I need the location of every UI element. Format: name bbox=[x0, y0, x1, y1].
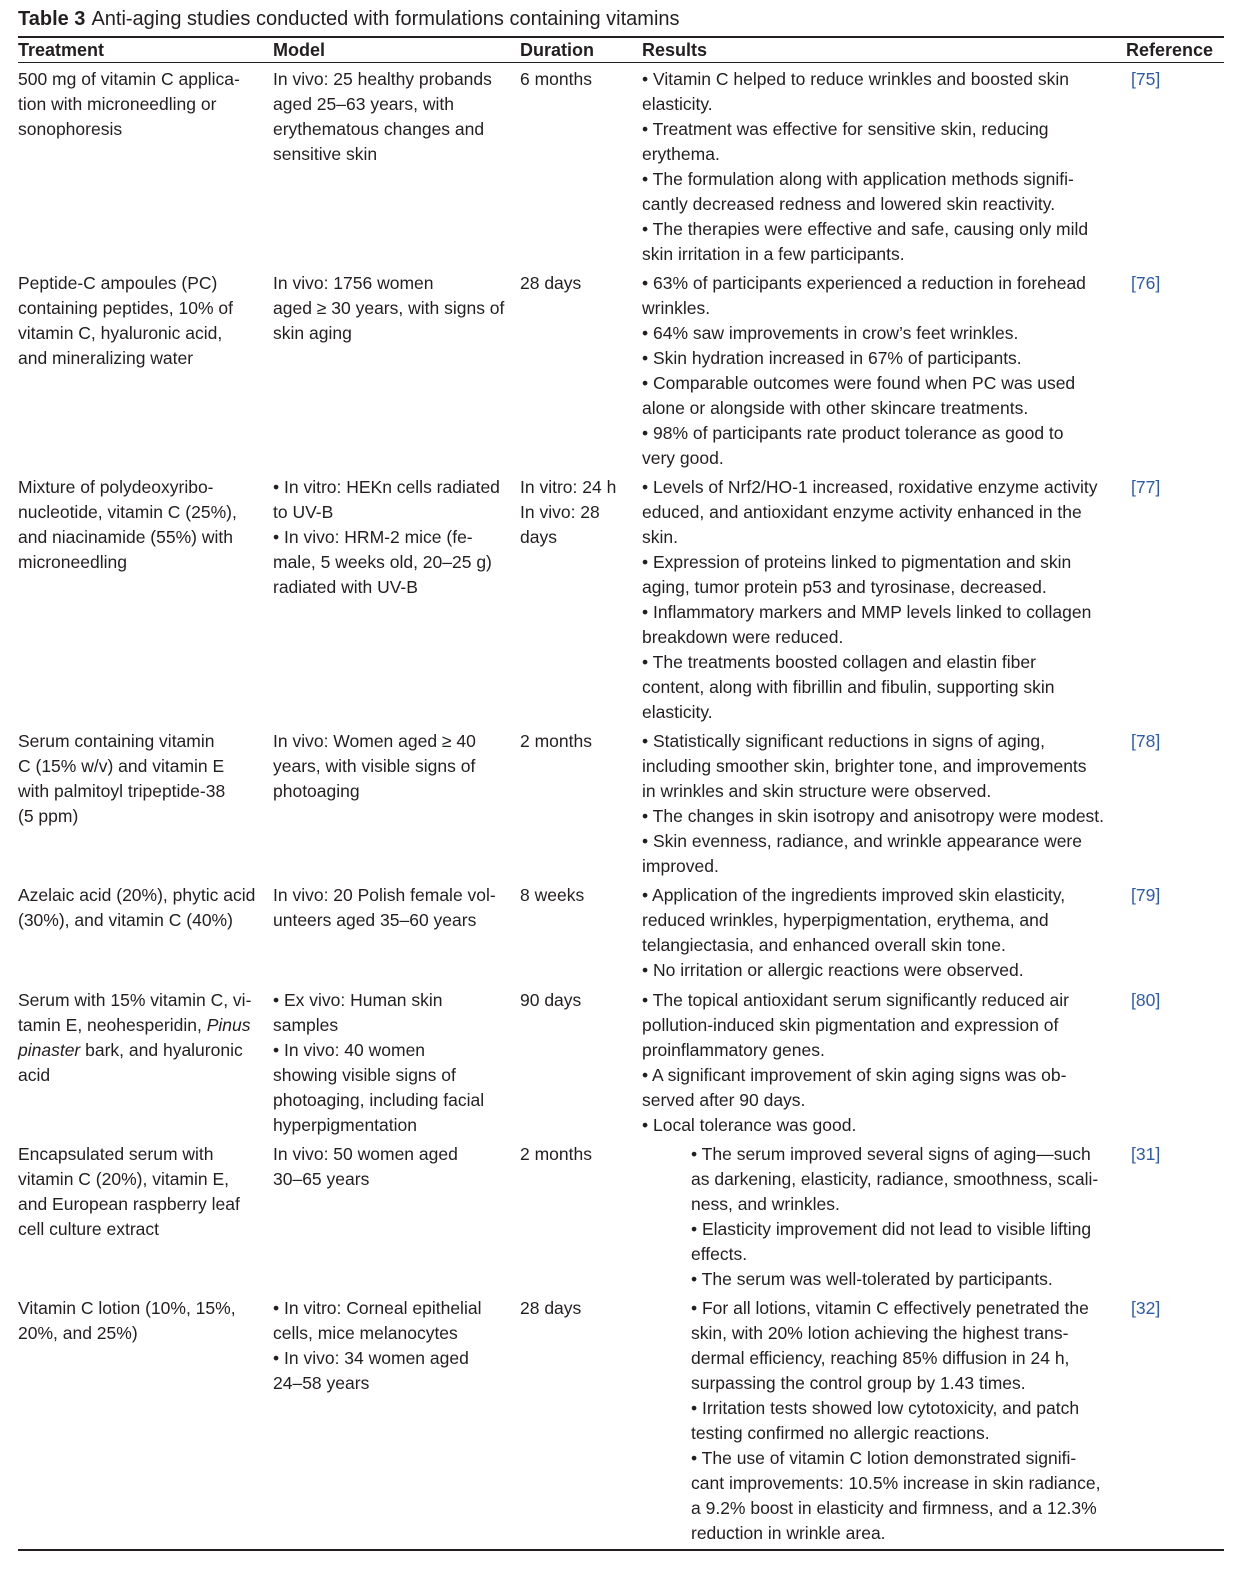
results-line: a 9.2% boost in elasticity and firmness, and a 12.3% bbox=[691, 1498, 1097, 1518]
treatment-line: and niacinamide (55%) with bbox=[18, 527, 233, 547]
model-cell bbox=[273, 271, 509, 346]
model-line: • In vitro: HEKn cells radiated bbox=[273, 477, 500, 497]
treatment-line: containing peptides, 10% of bbox=[18, 298, 234, 318]
results-line: • For all lotions, vitamin C effectively penetrated the bbox=[691, 1298, 1089, 1318]
model-line: skin aging bbox=[273, 323, 352, 343]
results-line: • The therapies were effective and safe, causing only mild bbox=[642, 219, 1089, 239]
model-line: 30–65 years bbox=[273, 1169, 370, 1189]
table-title: Anti-aging studies conducted with formulations containing vitamins bbox=[91, 8, 680, 30]
results-line: • Vitamin C helped to reduce wrinkles and boosted skin bbox=[642, 69, 1070, 89]
results-line: • Comparable outcomes were found when PC was used bbox=[642, 373, 1076, 393]
results-line: • Expression of proteins linked to pigmentation and skin bbox=[642, 552, 1072, 572]
model-line: In vivo: Women aged ≥ 40 bbox=[273, 731, 476, 751]
duration-line: 28 days bbox=[520, 273, 582, 293]
results-line: content, along with fibrillin and fibulin, supporting skin bbox=[642, 677, 1055, 697]
treatment-line bbox=[18, 1013, 261, 1038]
results-line: erythema. bbox=[642, 144, 720, 164]
treatment-line: tion with microneedling or bbox=[18, 94, 217, 114]
treatment-line: Serum with 15% vitamin C, vi- bbox=[18, 990, 252, 1010]
results-line: • The changes in skin isotropy and anisotropy were modest. bbox=[642, 806, 1105, 826]
model-line: In vivo: 25 healthy probands bbox=[273, 69, 492, 89]
model-line: years, with visible signs of bbox=[273, 756, 476, 776]
results-line: cantly decreased redness and lowered skin reactivity. bbox=[642, 194, 1056, 214]
treatment-text: tamin E, neohesperidin, bbox=[18, 1015, 207, 1035]
results-line: • Treatment was effective for sensitive skin, reducing bbox=[642, 119, 1049, 139]
treatment-line: microneedling bbox=[18, 552, 127, 572]
treatment-cell bbox=[18, 988, 261, 1088]
model-line: erythematous changes and bbox=[273, 119, 485, 139]
results-cell bbox=[691, 1296, 1116, 1546]
results-line: • Application of the ingredients improved skin elasticity, bbox=[642, 885, 1066, 905]
results-line: • Skin hydration increased in 67% of participants. bbox=[642, 348, 1022, 368]
header-results: Results bbox=[642, 40, 708, 60]
results-line: aging, tumor protein p53 and tyrosinase, decreased. bbox=[642, 577, 1047, 597]
treatment-line: and mineralizing water bbox=[18, 348, 194, 368]
results-line: in wrinkles and skin structure were observed. bbox=[642, 781, 992, 801]
treatment-line bbox=[18, 1038, 261, 1063]
treatment-line: with palmitoyl tripeptide-38 bbox=[18, 781, 226, 801]
treatment-line: 20%, and 25%) bbox=[18, 1323, 138, 1343]
model-line: sensitive skin bbox=[273, 144, 378, 164]
results-line: • No irritation or allergic reactions were observed. bbox=[642, 960, 1024, 980]
duration-line: In vivo: 28 bbox=[520, 502, 600, 522]
model-line: unteers aged 35–60 years bbox=[273, 910, 477, 930]
duration-line: 2 months bbox=[520, 1144, 592, 1164]
results-line: • Irritation tests showed low cytotoxicity, and patch bbox=[691, 1398, 1080, 1418]
results-line: • Skin evenness, radiance, and wrinkle appearance were bbox=[642, 831, 1082, 851]
duration-cell bbox=[520, 988, 632, 1013]
treatment-line: vitamin C, hyaluronic acid, bbox=[18, 323, 223, 343]
reference-link[interactable]: [78] bbox=[1131, 731, 1161, 751]
species-name: Pinus bbox=[206, 1015, 251, 1035]
duration-line: 90 days bbox=[520, 990, 582, 1010]
duration-line: 6 months bbox=[520, 69, 592, 89]
model-line: aged 25–63 years, with bbox=[273, 94, 454, 114]
treatment-line: Vitamin C lotion (10%, 15%, bbox=[18, 1298, 236, 1318]
model-line: • In vivo: 34 women aged bbox=[273, 1348, 469, 1368]
model-line: • In vivo: 40 women bbox=[273, 1040, 426, 1060]
results-line: surpassing the control group by 1.43 times. bbox=[691, 1373, 1026, 1393]
model-line: to UV-B bbox=[273, 502, 334, 522]
model-line: photoaging, including facial bbox=[273, 1090, 485, 1110]
results-line: skin. bbox=[642, 527, 678, 547]
model-line: aged ≥ 30 years, with signs of bbox=[273, 298, 505, 318]
results-cell bbox=[642, 883, 1116, 983]
results-line: alone or alongside with other skincare treatments. bbox=[642, 398, 1029, 418]
treatment-line: Serum containing vitamin bbox=[18, 731, 215, 751]
results-line: • A significant improvement of skin aging signs was ob- bbox=[642, 1065, 1067, 1085]
results-line: proinflammatory genes. bbox=[642, 1040, 825, 1060]
results-line: wrinkles. bbox=[642, 298, 711, 318]
treatment-line: Mixture of polydeoxyribo- bbox=[18, 477, 214, 497]
treatment-cell bbox=[18, 883, 261, 933]
reference-link[interactable]: [32] bbox=[1131, 1298, 1161, 1318]
treatment-line: 500 mg of vitamin C applica- bbox=[18, 69, 240, 89]
results-line: improved. bbox=[642, 856, 719, 876]
treatment-line: acid bbox=[18, 1065, 51, 1085]
results-line: • The formulation along with application methods signifi- bbox=[642, 169, 1074, 189]
bottom-rule bbox=[18, 1549, 1224, 1551]
model-cell bbox=[273, 883, 509, 933]
table-label: Table 3 bbox=[18, 8, 86, 30]
top-rule bbox=[18, 36, 1224, 38]
model-line: photoaging bbox=[273, 781, 360, 801]
results-cell bbox=[642, 271, 1116, 471]
reference-link[interactable]: [31] bbox=[1131, 1144, 1161, 1164]
treatment-line: cell culture extract bbox=[18, 1219, 160, 1239]
treatment-cell bbox=[18, 67, 261, 142]
results-line: • 64% saw improvements in crow’s feet wrinkles. bbox=[642, 323, 1019, 343]
duration-line: 2 months bbox=[520, 731, 592, 751]
results-line: cant improvements: 10.5% increase in skin radiance, bbox=[691, 1473, 1101, 1493]
treatment-cell bbox=[18, 271, 261, 371]
model-line: 24–58 years bbox=[273, 1373, 370, 1393]
results-line: testing confirmed no allergic reactions. bbox=[691, 1423, 990, 1443]
results-line: • Inflammatory markers and MMP levels linked to collagen bbox=[642, 602, 1092, 622]
model-line: In vivo: 1756 women bbox=[273, 273, 434, 293]
treatment-cell bbox=[18, 1296, 261, 1346]
results-line: pollution-induced skin pigmentation and expression of bbox=[642, 1015, 1059, 1035]
treatment-text: bark, and hyaluronic bbox=[80, 1040, 243, 1060]
results-line: effects. bbox=[691, 1244, 748, 1264]
treatment-cell bbox=[18, 475, 261, 575]
duration-line: In vitro: 24 h bbox=[520, 477, 617, 497]
model-line: • In vitro: Corneal epithelial bbox=[273, 1298, 482, 1318]
model-line: In vivo: 20 Polish female vol- bbox=[273, 885, 496, 905]
results-line: elasticity. bbox=[642, 702, 713, 722]
results-line: skin, with 20% lotion achieving the highest trans- bbox=[691, 1323, 1069, 1343]
results-line: • The treatments boosted collagen and elastin fiber bbox=[642, 652, 1036, 672]
table-caption bbox=[18, 4, 680, 34]
header-treatment: Treatment bbox=[18, 40, 105, 60]
results-line: elasticity. bbox=[642, 94, 713, 114]
results-line: • The serum was well-tolerated by participants. bbox=[691, 1269, 1053, 1289]
reference-link[interactable]: [76] bbox=[1131, 273, 1161, 293]
treatment-line: Peptide-C ampoules (PC) bbox=[18, 273, 218, 293]
results-line: served after 90 days. bbox=[642, 1090, 806, 1110]
results-line: as darkening, elasticity, radiance, smoothness, scali- bbox=[691, 1169, 1099, 1189]
duration-cell bbox=[520, 883, 632, 908]
results-cell bbox=[691, 1142, 1116, 1292]
treatment-line: C (15% w/v) and vitamin E bbox=[18, 756, 225, 776]
model-cell bbox=[273, 475, 509, 600]
model-cell bbox=[273, 1142, 509, 1192]
treatment-line: Encapsulated serum with bbox=[18, 1144, 214, 1164]
model-line: samples bbox=[273, 1015, 339, 1035]
header-model: Model bbox=[273, 40, 325, 60]
results-line: • The serum improved several signs of aging—such bbox=[691, 1144, 1091, 1164]
results-line: telangiectasia, and enhanced overall skin tone. bbox=[642, 935, 1006, 955]
reference-link[interactable]: [75] bbox=[1131, 69, 1161, 89]
results-line: • Local tolerance was good. bbox=[642, 1115, 857, 1135]
results-cell bbox=[642, 988, 1116, 1138]
results-cell bbox=[642, 729, 1116, 879]
treatment-cell bbox=[18, 729, 261, 829]
duration-cell bbox=[520, 1296, 632, 1321]
species-name: pinaster bbox=[18, 1040, 81, 1060]
results-line: • Statistically significant reductions in signs of aging, bbox=[642, 731, 1045, 751]
treatment-line: and European raspberry leaf bbox=[18, 1194, 240, 1214]
duration-cell bbox=[520, 729, 632, 754]
treatment-line: (5 ppm) bbox=[18, 806, 79, 826]
reference-link[interactable]: [80] bbox=[1131, 990, 1161, 1010]
treatment-line: sonophoresis bbox=[18, 119, 123, 139]
results-line: • The use of vitamin C lotion demonstrated signifi- bbox=[691, 1448, 1077, 1468]
treatment-line: Azelaic acid (20%), phytic acid bbox=[18, 885, 256, 905]
model-cell bbox=[273, 1296, 509, 1396]
results-line: reduced wrinkles, hyperpigmentation, erythema, and bbox=[642, 910, 1049, 930]
results-line: ness, and wrinkles. bbox=[691, 1194, 840, 1214]
model-line: • Ex vivo: Human skin bbox=[273, 990, 443, 1010]
results-line: very good. bbox=[642, 448, 724, 468]
header-reference: Reference bbox=[1126, 40, 1214, 60]
duration-cell bbox=[520, 1142, 632, 1167]
results-line: • Elasticity improvement did not lead to visible lifting bbox=[691, 1219, 1092, 1239]
treatment-cell bbox=[18, 1142, 261, 1242]
results-line: • Levels of Nrf2/HO-1 increased, roxidative enzyme activity bbox=[642, 477, 1098, 497]
treatment-line: vitamin C (20%), vitamin E, bbox=[18, 1169, 230, 1189]
results-line: reduction in wrinkle area. bbox=[691, 1523, 886, 1543]
results-line: skin irritation in a few participants. bbox=[642, 244, 905, 264]
results-line: educed, and antioxidant enzyme activity enhanced in the bbox=[642, 502, 1082, 522]
results-line: • 63% of participants experienced a reduction in forehead bbox=[642, 273, 1086, 293]
results-line: • 98% of participants rate product tolerance as good to bbox=[642, 423, 1064, 443]
model-line: hyperpigmentation bbox=[273, 1115, 417, 1135]
reference-link[interactable]: [77] bbox=[1131, 477, 1161, 497]
results-line: including smoother skin, brighter tone, and improvements bbox=[642, 756, 1087, 776]
duration-cell bbox=[520, 271, 632, 296]
duration-line: days bbox=[520, 527, 557, 547]
results-line: • The topical antioxidant serum significantly reduced air bbox=[642, 990, 1069, 1010]
duration-cell bbox=[520, 475, 632, 550]
reference-link[interactable]: [79] bbox=[1131, 885, 1161, 905]
treatment-line: (30%), and vitamin C (40%) bbox=[18, 910, 233, 930]
header-rule bbox=[18, 62, 1224, 63]
header-duration: Duration bbox=[520, 40, 594, 60]
model-line: In vivo: 50 women aged bbox=[273, 1144, 458, 1164]
model-line: male, 5 weeks old, 20–25 g) bbox=[273, 552, 492, 572]
model-line: • In vivo: HRM-2 mice (fe- bbox=[273, 527, 473, 547]
model-cell bbox=[273, 67, 509, 167]
model-cell bbox=[273, 729, 509, 804]
model-line: radiated with UV-B bbox=[273, 577, 418, 597]
duration-cell bbox=[520, 67, 632, 92]
treatment-line: nucleotide, vitamin C (25%), bbox=[18, 502, 237, 522]
duration-line: 8 weeks bbox=[520, 885, 585, 905]
results-line: breakdown were reduced. bbox=[642, 627, 844, 647]
results-cell bbox=[642, 67, 1116, 267]
model-cell bbox=[273, 988, 509, 1138]
model-line: cells, mice melanocytes bbox=[273, 1323, 458, 1343]
duration-line: 28 days bbox=[520, 1298, 582, 1318]
results-line: dermal efficiency, reaching 85% diffusion in 24 h, bbox=[691, 1348, 1070, 1368]
results-cell bbox=[642, 475, 1116, 725]
model-line: showing visible signs of bbox=[273, 1065, 456, 1085]
